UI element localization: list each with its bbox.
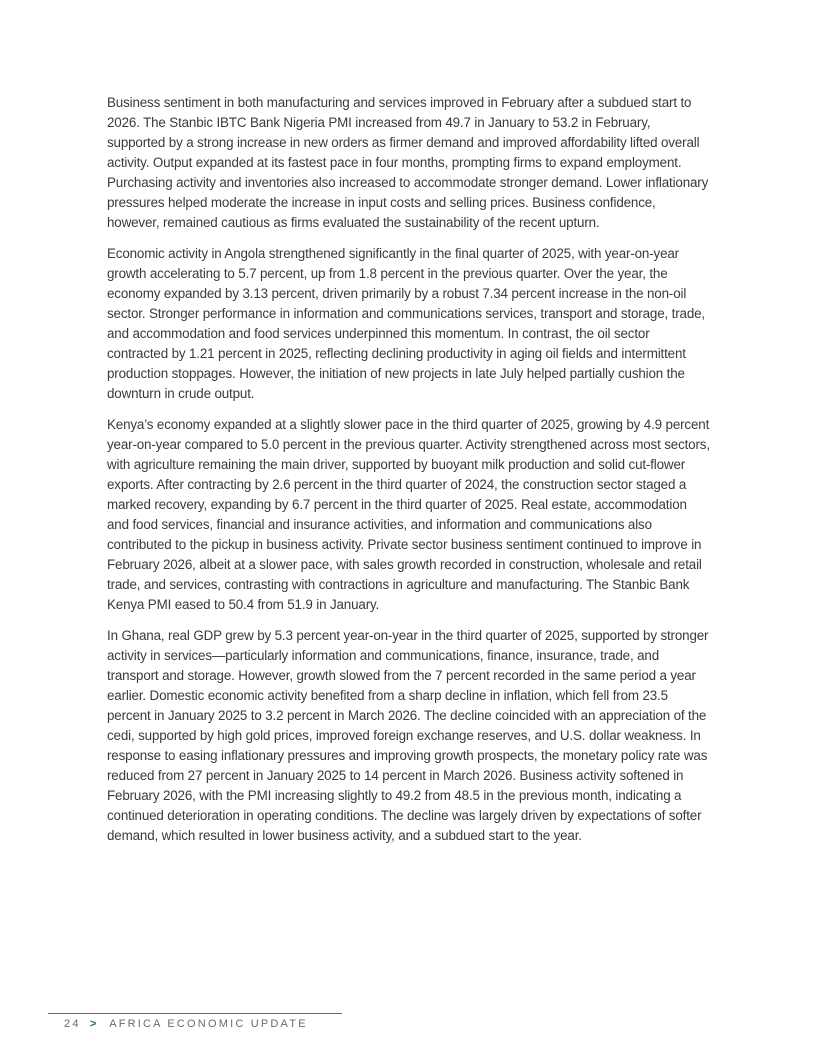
body-text [107,93,711,857]
page-number: 24 [64,1018,81,1030]
paragraph-ghana: In Ghana, real GDP grew by 5.3 percent year-on-year in the third quarter of 2025, supported by stronger activity in services—particularly information and communications, finance, insurance, trade, and transport and storage. However, growth slowed from the 7 percent recorded in the same period a year earlier. Domestic economic activity benefited from a sharp decline in inflation, which fell from 23.5 percent in January 2025 to 3.2 percent in March 2026. The decline coincided with an appreciation of the cedi, supported by high gold prices, improved foreign exchange reserves, and U.S. dollar weakness. In response to easing inflationary pressures and improving growth prospects, the monetary policy rate was reduced from 27 percent in January 2025 to 14 percent in March 2026. Business activity softened in February 2026, with the PMI increasing slightly to 49.2 from 48.5 in the previous month, indicating a continued deterioration in operating conditions. The decline was largely driven by expectations of softer demand, which resulted in lower business activity, and a subdued start to the year. [107,628,709,843]
page-footer [64,1018,308,1030]
paragraph-angola: Economic activity in Angola strengthened significantly in the final quarter of 2025, with year-on-year growth accelerating to 5.7 percent, up from 1.8 percent in the previous quarter. Over the year, the economy expanded by 3.13 percent, driven primarily by a robust 7.34 percent increase in the non-oil sector. Stronger performance in information and communications services, transport and storage, trade, and accommodation and food services underpinned this momentum. In contrast, the oil sector contracted by 1.21 percent in 2025, reflecting declining productivity in aging oil fields and intermittent production stoppages. However, the initiation of new projects in late July helped partially cushion the downturn in crude output. [107,246,705,401]
chevron-right-icon: > [89,1018,99,1030]
footer-divider [48,1013,342,1014]
publication-title: AFRICA ECONOMIC UPDATE [109,1018,308,1030]
paragraph-nigeria: Business sentiment in both manufacturing and services improved in February after a subdued start to 2026. The Stanbic IBTC Bank Nigeria PMI increased from 49.7 in January to 53.2 in February, supported by a strong increase in new orders as firmer demand and improved affordability lifted overall activity. Output expanded at its fastest pace in four months, prompting firms to expand employment. Purchasing activity and inventories also increased to accommodate stronger demand. Lower inflationary pressures helped moderate the increase in input costs and selling prices. Business confidence, however, remained cautious as firms evaluated the sustainability of the recent upturn. [107,95,709,230]
paragraph-kenya: Kenya’s economy expanded at a slightly slower pace in the third quarter of 2025, growing by 4.9 percent year-on-year compared to 5.0 percent in the previous quarter. Activity strengthened across most sectors, with agriculture remaining the main driver, supported by buoyant milk production and solid cut-flower exports. After contracting by 2.6 percent in the third quarter of 2024, the construction sector staged a marked recovery, expanding by 6.7 percent in the third quarter of 2025. Real estate, accommodation and food services, financial and insurance activities, and information and communications also contributed to the pickup in business activity. Private sector business sentiment continued to improve in February 2026, albeit at a slower pace, with sales growth recorded in construction, wholesale and retail trade, and services, contrasting with contractions in agriculture and manufacturing. The Stanbic Bank Kenya PMI eased to 50.4 from 51.9 in January. [107,417,710,612]
